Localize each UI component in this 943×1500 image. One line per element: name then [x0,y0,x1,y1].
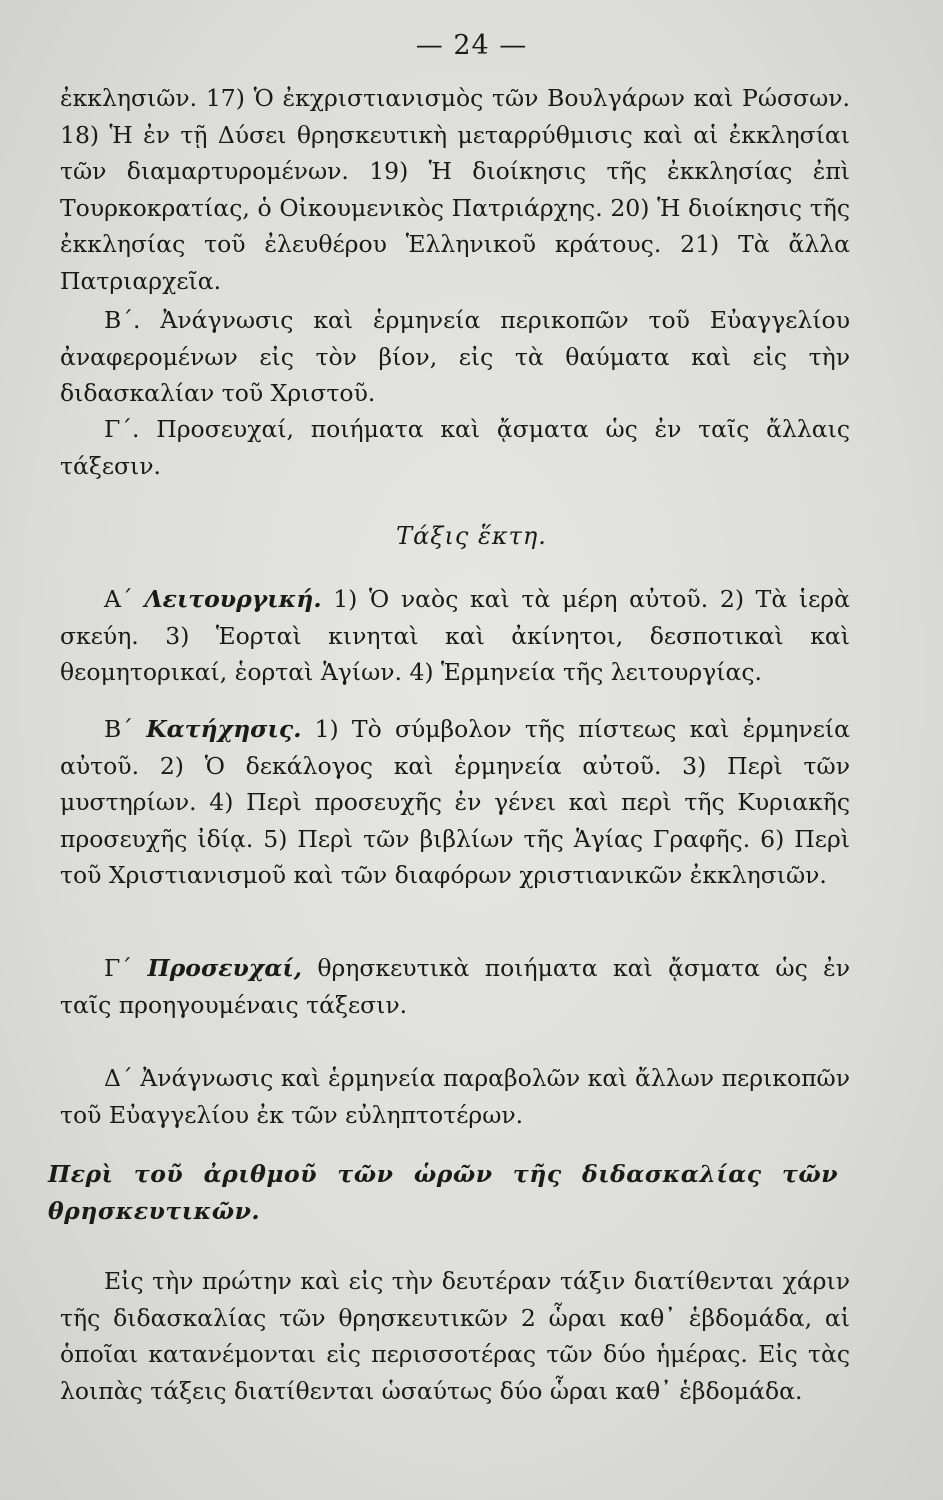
section-label: Κατήχησις. [146,715,302,743]
section-parables [60,1060,850,1133]
section-paragraph [60,950,850,1023]
paragraph-church-history [60,80,850,299]
page-number: — 24 — [415,30,528,61]
section-paragraph: Δ΄ Ἀνάγνωσις καὶ ἑρμηνεία παραβολῶν καὶ ἄλλων περικοπῶν τοῦ Εὐαγγελίου ἐκ τῶν εὐληπτοτέρων. [60,1064,850,1129]
paragraph-text: ἐκκλησιῶν. 17) Ὁ ἐκχριστιανισμὸς τῶν Βουλγάρων καὶ Ρώσσων. 18) Ἡ ἐν τῇ Δύσει θρησκευτικὴ μεταρρύθμισις καὶ αἱ ἐκκλησίαι τῶν διαμαρτυρομένων. 19) Ἡ διοίκησις τῆς ἐκκλησίας ἐπὶ Τουρκοκρατίας, ὁ Οἰκουμενικὸς Πατριάρχης. 20) Ἡ διοίκησις τῆς ἐκκλησίας τοῦ ἐλευθέρου Ἑλληνικοῦ κράτους. 21) Τὰ ἄλλα Πατριαρχεῖα. [60,84,850,295]
paragraph-hours [60,1263,850,1409]
section-catechism [60,711,850,894]
class-heading: Τάξις ἕκτη. [396,522,547,550]
section-text: 1) Ὁ ναὸς καὶ τὰ μέρη αὐτοῦ. 2) Τὰ ἱερὰ σκεύη. 3) Ἑορταὶ κινηταὶ καὶ ἀκίνητοι, δεσποτικαὶ καὶ θεομητορικαί, ἑορταὶ Ἁγίων. 4) Ἑρμηνεία τῆς λειτουργίας. [60,585,850,686]
section-prefix: Α΄ [104,585,145,613]
paragraph-gospel-reading [60,302,850,412]
paragraph-prayers [60,411,850,484]
section-text: θρησκευτικὰ ποιήματα καὶ ᾄσματα ὡς ἐν ταῖς προηγουμέναις τάξεσιν. [60,954,851,1019]
section-text: 1) Τὸ σύμβολον τῆς πίστεως καὶ ἑρμηνεία αὐτοῦ. 2) Ὁ δεκάλογος καὶ ἑρμηνεία αὐτοῦ. 3) Περὶ τῶν μυστηρίων. 4) Περὶ προσευχῆς ἐν γένει καὶ περὶ τῆς Κυριακῆς προσευχῆς ἰδίᾳ. 5) Περὶ τῶν βιβλίων τῆς Ἁγίας Γραφῆς. 6) Περὶ τοῦ Χριστιανισμοῦ καὶ τῶν διαφόρων χριστιανικῶν ἐκκλησιῶν. [60,715,850,889]
section-prayers [60,950,850,1023]
section-title-hours: Περὶ τοῦ ἀριθμοῦ τῶν ὡρῶν τῆς διδασκαλίας τῶν θρησκευτικῶν. [48,1160,838,1225]
section-label: Προσευχαί, [147,954,302,982]
paragraph-text: Β΄. Ἀνάγνωσις καὶ ἑρμηνεία περικοπῶν τοῦ Εὐαγγελίου ἀναφερομένων εἰς τὸν βίον, εἰς τὰ θαύματα καὶ εἰς τὴν διδασκαλίαν τοῦ Χριστοῦ. [60,306,850,407]
section-liturgy [60,581,850,691]
section-prefix: Β΄ [104,715,147,743]
section-label: Λειτουργική. [144,585,322,613]
section-paragraph [60,581,850,691]
section-paragraph [60,711,850,894]
paragraph-text: Γ΄. Προσευχαί, ποιήματα καὶ ᾄσματα ὡς ἐν ταῖς ἄλλαις τάξεσιν. [60,415,850,480]
section-prefix: Γ΄ [104,954,148,982]
paragraph-text: Εἰς τὴν πρώτην καὶ εἰς τὴν δευτέραν τάξιν διατίθενται χάριν τῆς διδασκαλίας τῶν θρησκευτικῶν 2 ὧραι καθ᾿ ἑβδομάδα, αἱ ὁποῖαι κατανέμονται εἰς περισσοτέρας τῶν δύο ἡμέρας. Εἰς τὰς λοιπὰς τάξεις διατίθενται ὡσαύτως δύο ὧραι καθ᾿ ἑβδομάδα. [60,1267,850,1405]
